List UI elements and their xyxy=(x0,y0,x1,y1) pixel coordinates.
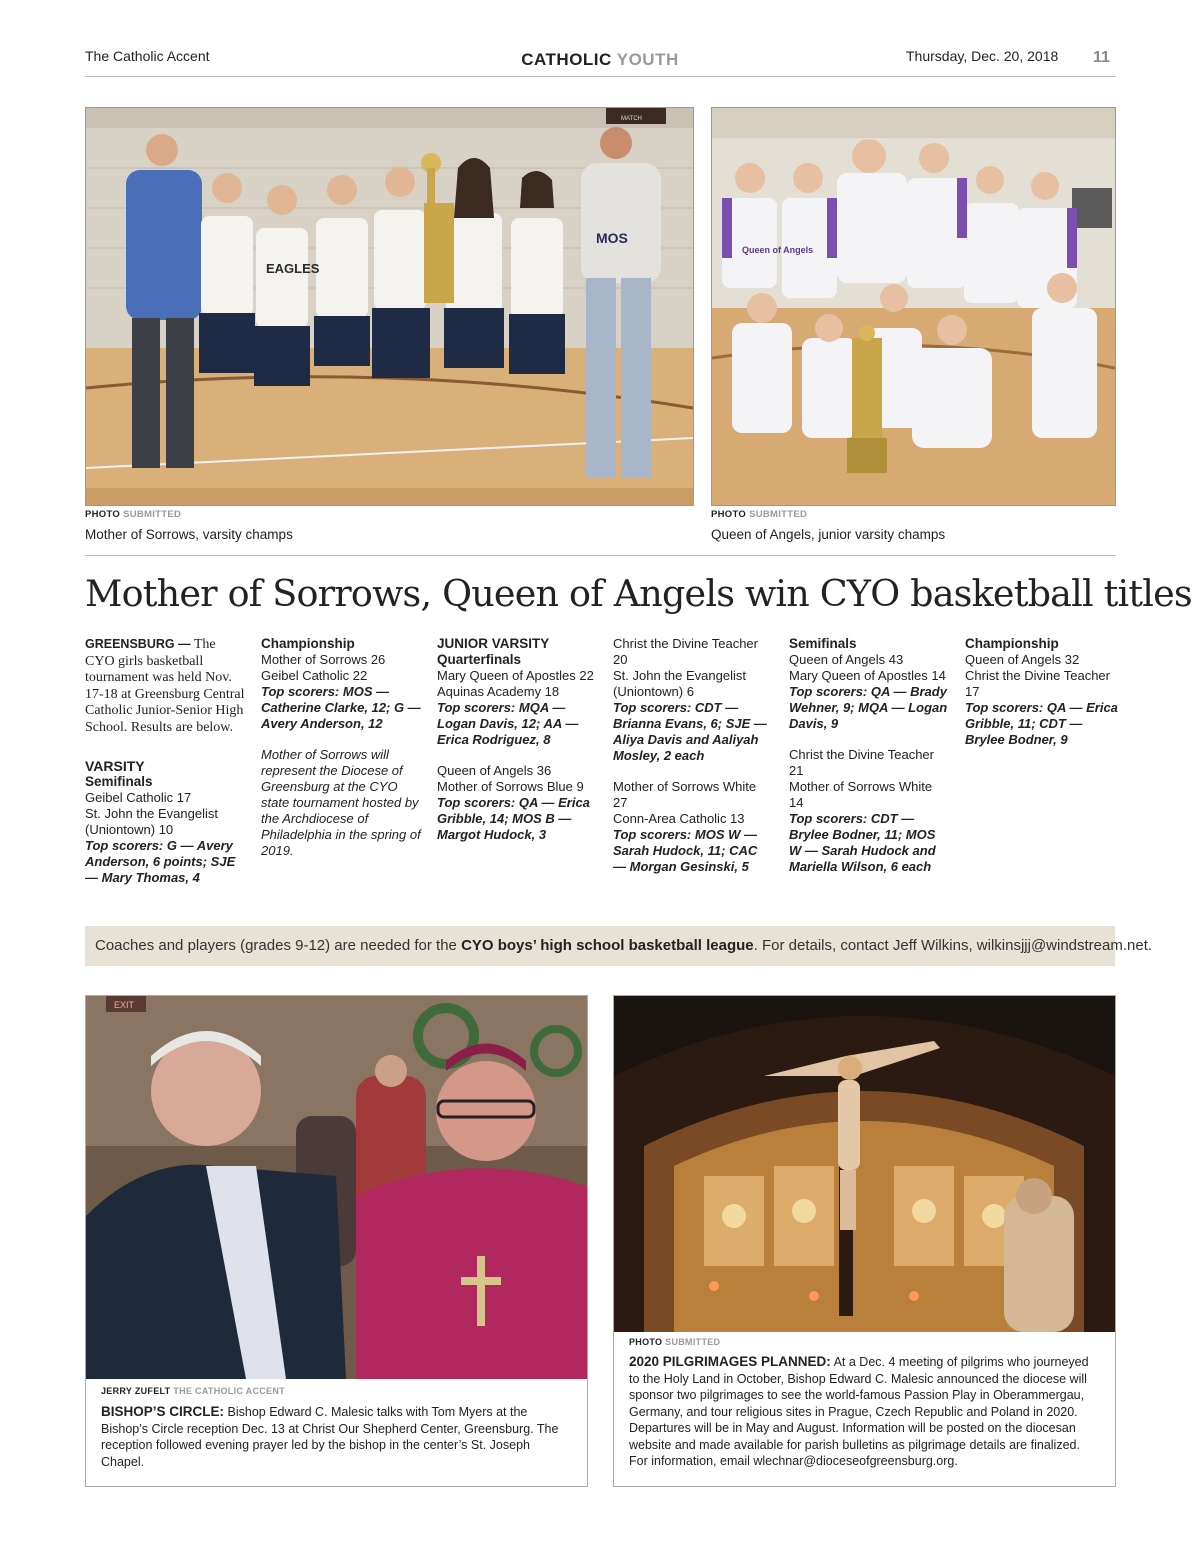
banner-contact: . For details, contact Jeff Wilkins, wilkinsjjj@windstream.net. xyxy=(753,937,1153,954)
banner-text: Coaches and players (grades 9-12) are needed for the xyxy=(95,937,457,954)
division-varsity: VARSITY xyxy=(85,758,145,774)
top-scorers: Top scorers: CDT — Brianna Evans, 6; SJE — Aliya Davis and Aaliyah Mosley, 2 each xyxy=(613,700,767,763)
team-score: Geibel Catholic 17 xyxy=(85,790,192,805)
section-title-dark: CATHOLIC xyxy=(521,50,612,69)
credit-sub: SUBMITTED xyxy=(123,509,182,520)
intro-text: The CYO girls basketball tournament was held Nov. 17-18 at Greensburg Central Catholic Junior-Senior High School. Results are below. xyxy=(85,637,245,735)
team-score: Christ the Divine Teacher 17 xyxy=(965,668,1110,699)
top-scorers: Top scorers: MOS W — Sarah Hudock, 11; CAC — Morgan Gesinski, 5 xyxy=(613,827,758,874)
team-score: St. John the Evangelist (Uniontown) 10 xyxy=(85,806,218,837)
dateline: GREENSBURG — xyxy=(85,637,191,651)
round-title: Semifinals xyxy=(789,636,857,651)
top-scorers: Top scorers: QA — Erica Gribble, 11; CDT — Brylee Bodner, 9 xyxy=(965,700,1118,747)
team-score: St. John the Evangelist (Uniontown) 6 xyxy=(613,668,746,699)
state-tournament-note: Mother of Sorrows will represent the Diocese of Greensburg at the CYO state tournament hosted by the Archdiocese of Philadelphia in the spring of 2019. xyxy=(261,747,421,858)
exit-sign-text: EXIT xyxy=(114,1000,135,1010)
header-rule xyxy=(85,76,1116,77)
credit-main: PHOTO xyxy=(629,1337,663,1347)
article-headline: Mother of Sorrows, Queen of Angels win CYO basketball titles xyxy=(85,572,1192,615)
team-score: Aquinas Academy 18 xyxy=(437,684,560,699)
round-title: Semifinals xyxy=(85,774,153,789)
pilgrimage-photo-credit xyxy=(629,1337,720,1347)
team-score: Conn-Area Catholic 13 xyxy=(613,811,745,826)
bishop-photo-caption xyxy=(101,1404,571,1470)
caption-lead: 2020 PILGRIMAGES PLANNED: xyxy=(629,1354,831,1369)
pilgrimages-box xyxy=(613,995,1116,1487)
top-scorers: Top scorers: CDT — Brylee Bodner, 11; MOS W — Sarah Hudock and Mariella Wilson, 6 each xyxy=(789,811,936,874)
credit-main: PHOTO xyxy=(85,509,121,520)
coach-shirt-text: MOS xyxy=(596,230,628,246)
round-title: Championship xyxy=(261,636,355,651)
article-column-2 xyxy=(261,636,421,859)
section-title-light: YOUTH xyxy=(616,50,679,69)
team-score: Geibel Catholic 22 xyxy=(261,668,368,683)
pilgrimage-photo xyxy=(614,996,1115,1332)
top-scorers: Top scorers: QA — Erica Gribble, 14; MOS B — Margot Hudock, 3 xyxy=(437,795,590,842)
credit-main: JERRY ZUFELT xyxy=(101,1386,171,1396)
credit-main: PHOTO xyxy=(711,509,747,520)
article-column-4 xyxy=(613,636,773,875)
varsity-team-photo xyxy=(85,107,694,506)
division-junior-varsity: JUNIOR VARSITY xyxy=(437,636,550,651)
team-score: Mother of Sorrows Blue 9 xyxy=(437,779,584,794)
article-column-5 xyxy=(789,636,949,875)
jersey-text: EAGLES xyxy=(266,261,320,276)
credit-sub: SUBMITTED xyxy=(665,1337,721,1347)
team-score: Christ the Divine Teacher 20 xyxy=(613,636,758,667)
page-number: 11 xyxy=(1093,49,1110,66)
round-title: Quarterfinals xyxy=(437,652,522,667)
top-scorers: Top scorers: MOS — Catherine Clarke, 12; G — Avery Anderson, 12 xyxy=(261,684,421,731)
team-score: Christ the Divine Teacher 21 xyxy=(789,747,934,778)
banner-league-name: CYO boys’ high school basketball league xyxy=(461,937,754,954)
junior-photo-caption: Queen of Angels, junior varsity champs xyxy=(711,527,946,542)
team-score: Queen of Angels 36 xyxy=(437,763,552,778)
top-scorers: Top scorers: QA — Brady Wehner, 9; MQA — Logan Davis, 9 xyxy=(789,684,948,731)
top-scorers: Top scorers: G — Avery Anderson, 6 points; SJE — Mary Thomas, 4 xyxy=(85,838,236,885)
article-intro xyxy=(85,636,245,736)
round-title: Championship xyxy=(965,636,1059,651)
bishops-circle-photo xyxy=(86,996,587,1379)
pilgrimage-photo-caption xyxy=(629,1354,1101,1470)
caption-body: Bishop Edward C. Malesic talks with Tom Myers at the Bishop’s Circle reception Dec. 13 at Christ Our Shepherd Center, Greensburg. The reception followed evening prayer led by the bishop in the center’s St. Joseph Chapel. xyxy=(101,1405,559,1469)
team-score: Mother of Sorrows White 27 xyxy=(613,779,757,810)
top-scorers: Top scorers: MQA — Logan Davis, 12; AA — Erica Rodriguez, 8 xyxy=(437,700,579,747)
boys-league-banner xyxy=(85,926,1153,966)
junior-varsity-team-photo xyxy=(711,107,1116,506)
publication-name: The Catholic Accent xyxy=(85,48,210,64)
team-score: Queen of Angels 32 xyxy=(965,652,1080,667)
issue-date: Thursday, Dec. 20, 2018 xyxy=(906,48,1059,64)
varsity-photo-credit xyxy=(85,509,181,520)
article-column-3 xyxy=(437,636,597,843)
bishop-photo-credit xyxy=(101,1386,285,1396)
jersey-text: Queen of Angels xyxy=(742,245,814,255)
article-column-1 xyxy=(85,636,245,886)
article-column-6 xyxy=(965,636,1125,748)
team-score: Mary Queen of Apostles 14 xyxy=(789,668,946,683)
caption-body: At a Dec. 4 meeting of pilgrims who journeyed to the Holy Land in October, Bishop Edward C. Malesic announced the diocese will sponsor two pilgrimages to see the world-famous Passion Play in Oberammergau, Germany, and tour religious sites in Prague, Czech Republic and Poland in 2020. Departures will be in May and August. Information will be posted on the diocesan website and made available for parish bulletins as pilgrimage details are finalized. For information, email wlechnar@dioceseofgreensburg.org. xyxy=(629,1355,1089,1468)
junior-photo-credit xyxy=(711,509,807,520)
caption-lead: BISHOP’S CIRCLE: xyxy=(101,1404,225,1419)
bishops-circle-box xyxy=(85,995,588,1487)
team-score: Mother of Sorrows White 14 xyxy=(789,779,933,810)
scoreboard-text: MATCH xyxy=(621,116,642,122)
varsity-photo-caption: Mother of Sorrows, varsity champs xyxy=(85,527,293,542)
team-score: Mary Queen of Apostles 22 xyxy=(437,668,594,683)
credit-sub: THE CATHOLIC ACCENT xyxy=(173,1386,285,1396)
credit-sub: SUBMITTED xyxy=(749,509,808,520)
team-score: Queen of Angels 43 xyxy=(789,652,904,667)
section-rule xyxy=(85,555,1116,556)
team-score: Mother of Sorrows 26 xyxy=(261,652,386,667)
